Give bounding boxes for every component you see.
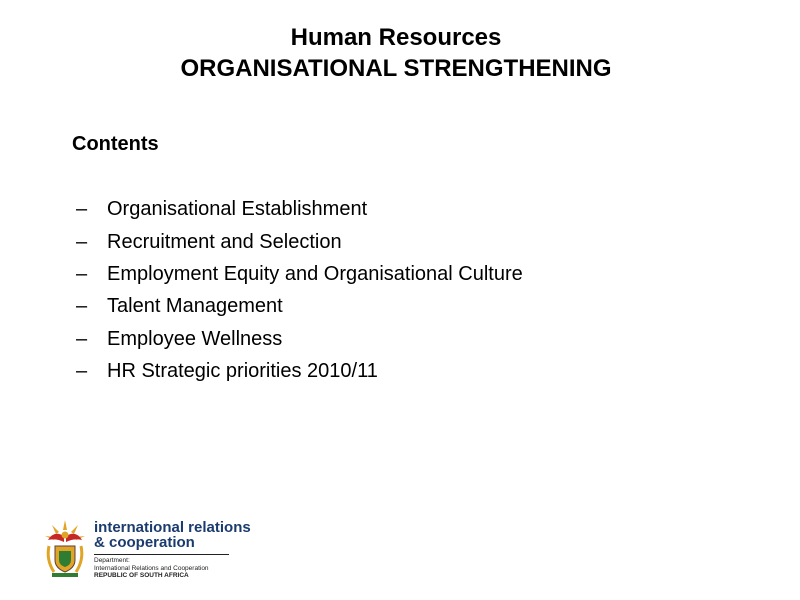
logo-line-2: & cooperation <box>94 534 195 551</box>
logo-divider <box>94 554 229 555</box>
list-item-label: Talent Management <box>107 295 283 318</box>
list-item-label: Employee Wellness <box>107 327 283 350</box>
dash-bullet: – <box>76 295 88 318</box>
list-item <box>76 355 523 387</box>
dash-bullet: – <box>76 198 88 221</box>
list-item-label: Employment Equity and Organisational Culture <box>107 262 523 285</box>
logo-sub-2: International Relations and Cooperation <box>94 564 209 572</box>
list-item <box>76 258 523 290</box>
list-item-label: HR Strategic priorities 2010/11 <box>107 360 378 383</box>
dash-bullet: – <box>76 360 88 383</box>
contents-list <box>76 193 523 387</box>
list-item <box>76 225 523 257</box>
contents-heading: Contents <box>72 133 159 155</box>
logo-sub-3: REPUBLIC OF SOUTH AFRICA <box>94 572 189 579</box>
dash-bullet: – <box>76 230 88 253</box>
slide-title <box>0 22 792 84</box>
title-line-2: ORGANISATIONAL STRENGTHENING <box>180 55 612 82</box>
title-line-1: Human Resources <box>290 24 502 51</box>
logo-text <box>94 520 251 580</box>
list-item-label: Recruitment and Selection <box>107 230 342 253</box>
list-item-label: Organisational Establishment <box>107 198 368 221</box>
list-item <box>76 323 523 355</box>
dirco-logo <box>40 516 251 580</box>
logo-sub-1: Department: <box>94 557 130 564</box>
coat-of-arms-icon <box>40 516 90 580</box>
list-item <box>76 193 523 225</box>
logo-line-1: international relations <box>94 519 251 536</box>
dash-bullet: – <box>76 327 88 350</box>
list-item <box>76 290 523 322</box>
dash-bullet: – <box>76 262 88 285</box>
